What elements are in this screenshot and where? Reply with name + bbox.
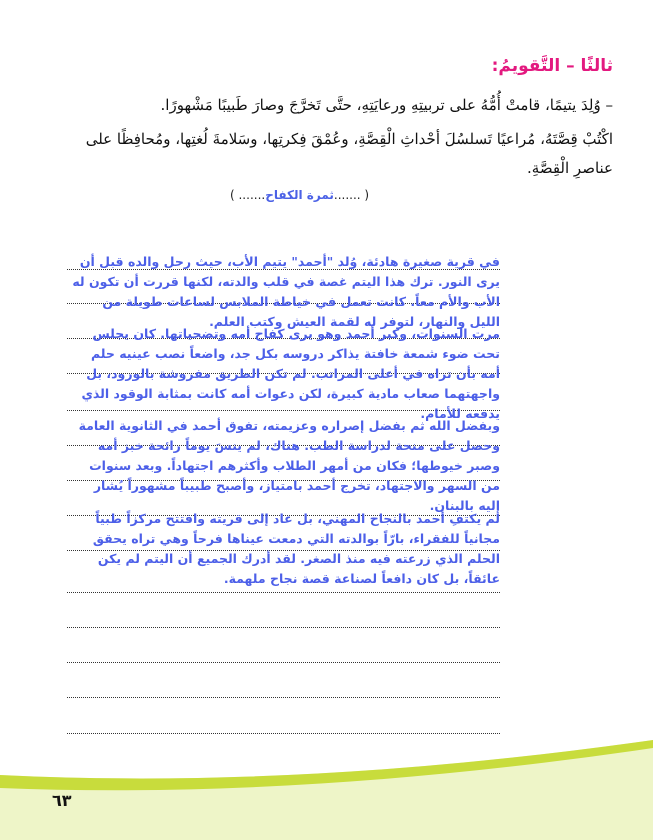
title-open: ( ....... bbox=[333, 188, 370, 202]
prompt-line-1: – وُلِدَ يتيمًا، قامتْ أُمُّهُ على تربيتِهِ ورعايَتِهِ، حتَّى تَخرَّجَ وصارَ طَبيبًا مَشْهورًا. bbox=[160, 96, 613, 114]
story-title-text: ثمرة الكفاح bbox=[265, 188, 334, 202]
answer-paragraph: في قرية صغيرة هادئة، وُلد "أحمد" يتيم الأب، حيث رحل والده قبل أن يرى النور. ترك هذا اليتم غصة في قلب والدته، لكنها قررت أن تكون له الأب والأم معاً. كانت تعمل في خياطة الملابس لساعات طويلة من الليل والنهار، لتوفر له لقمة العيش وكتب العلم. bbox=[72, 254, 500, 329]
footer-band bbox=[0, 740, 653, 840]
dotted-line bbox=[67, 662, 500, 663]
title-close: ....... ) bbox=[230, 188, 266, 202]
dotted-line bbox=[67, 733, 500, 734]
answer-paragraph: مرت السنوات، وكبر أحمد وهو يرى كفاح أمه وتضحياتها. كان يجلس تحت ضوء شمعة خافتة يذاكر دروسه بكل جد، واضعاً نصب عينيه حلم أمه بأن تراه في أعلى المراتب. لم تكن الطريق مفروشة بالورود، بل واجهتهما صعاب مادية كبيرة، لكن دعوات أمه كانت بمثابة الوقود الذي يدفعه للأمام. bbox=[81, 326, 500, 421]
prompt-line-2: اكْتُبْ قِصَّتَهُ، مُراعيًا تَسلسُلَ أحْداثِ الْقِصَّةِ، وعُمْقَ فِكرتِها، وسَلامةَ لُغتِها، ومُحافِظًا على عناصرِ الْقِصَّةِ. bbox=[85, 130, 613, 177]
answer-paragraph: وبفضل الله ثم بفضل إصراره وعزيمته، تفوق أحمد في الثانوية العامة وحصل على منحة لدراسة الطب. هناك، لم ينسَ يوماً رائحة خبز أمه وصبر خيوطها؛ فكان من أمهر الطلاب وأكثرهم اجتهاداً. وبعد سنوات من السهر والاجتهاد، تخرج أحمد بامتياز، وأصبح طبيباً مشهوراً يُشار إليه بالبنان. bbox=[78, 418, 500, 513]
dotted-line bbox=[67, 627, 500, 628]
dotted-line bbox=[67, 697, 500, 698]
answer-paragraph: لم يكتفِ أحمد بالنجاح المهني، بل عاد إلى قريته وافتتح مركزاً طبياً مجانياً للفقراء، بارّاً بوالدته التي دمعت عيناها فرحاً وهي تراه يحقق الحلم الذي زرعته فيه منذ الصغر. لقد أدرك الجميع أن اليتم لم يكن عائقاً، بل كان دافعاً لصناعة قصة نجاح ملهمة. bbox=[92, 511, 500, 586]
section-heading: ثالثًا – التَّقويمُ: bbox=[491, 56, 613, 76]
story-title bbox=[230, 188, 369, 202]
dotted-line bbox=[67, 592, 500, 593]
page-number: ٦٣ bbox=[52, 791, 72, 810]
